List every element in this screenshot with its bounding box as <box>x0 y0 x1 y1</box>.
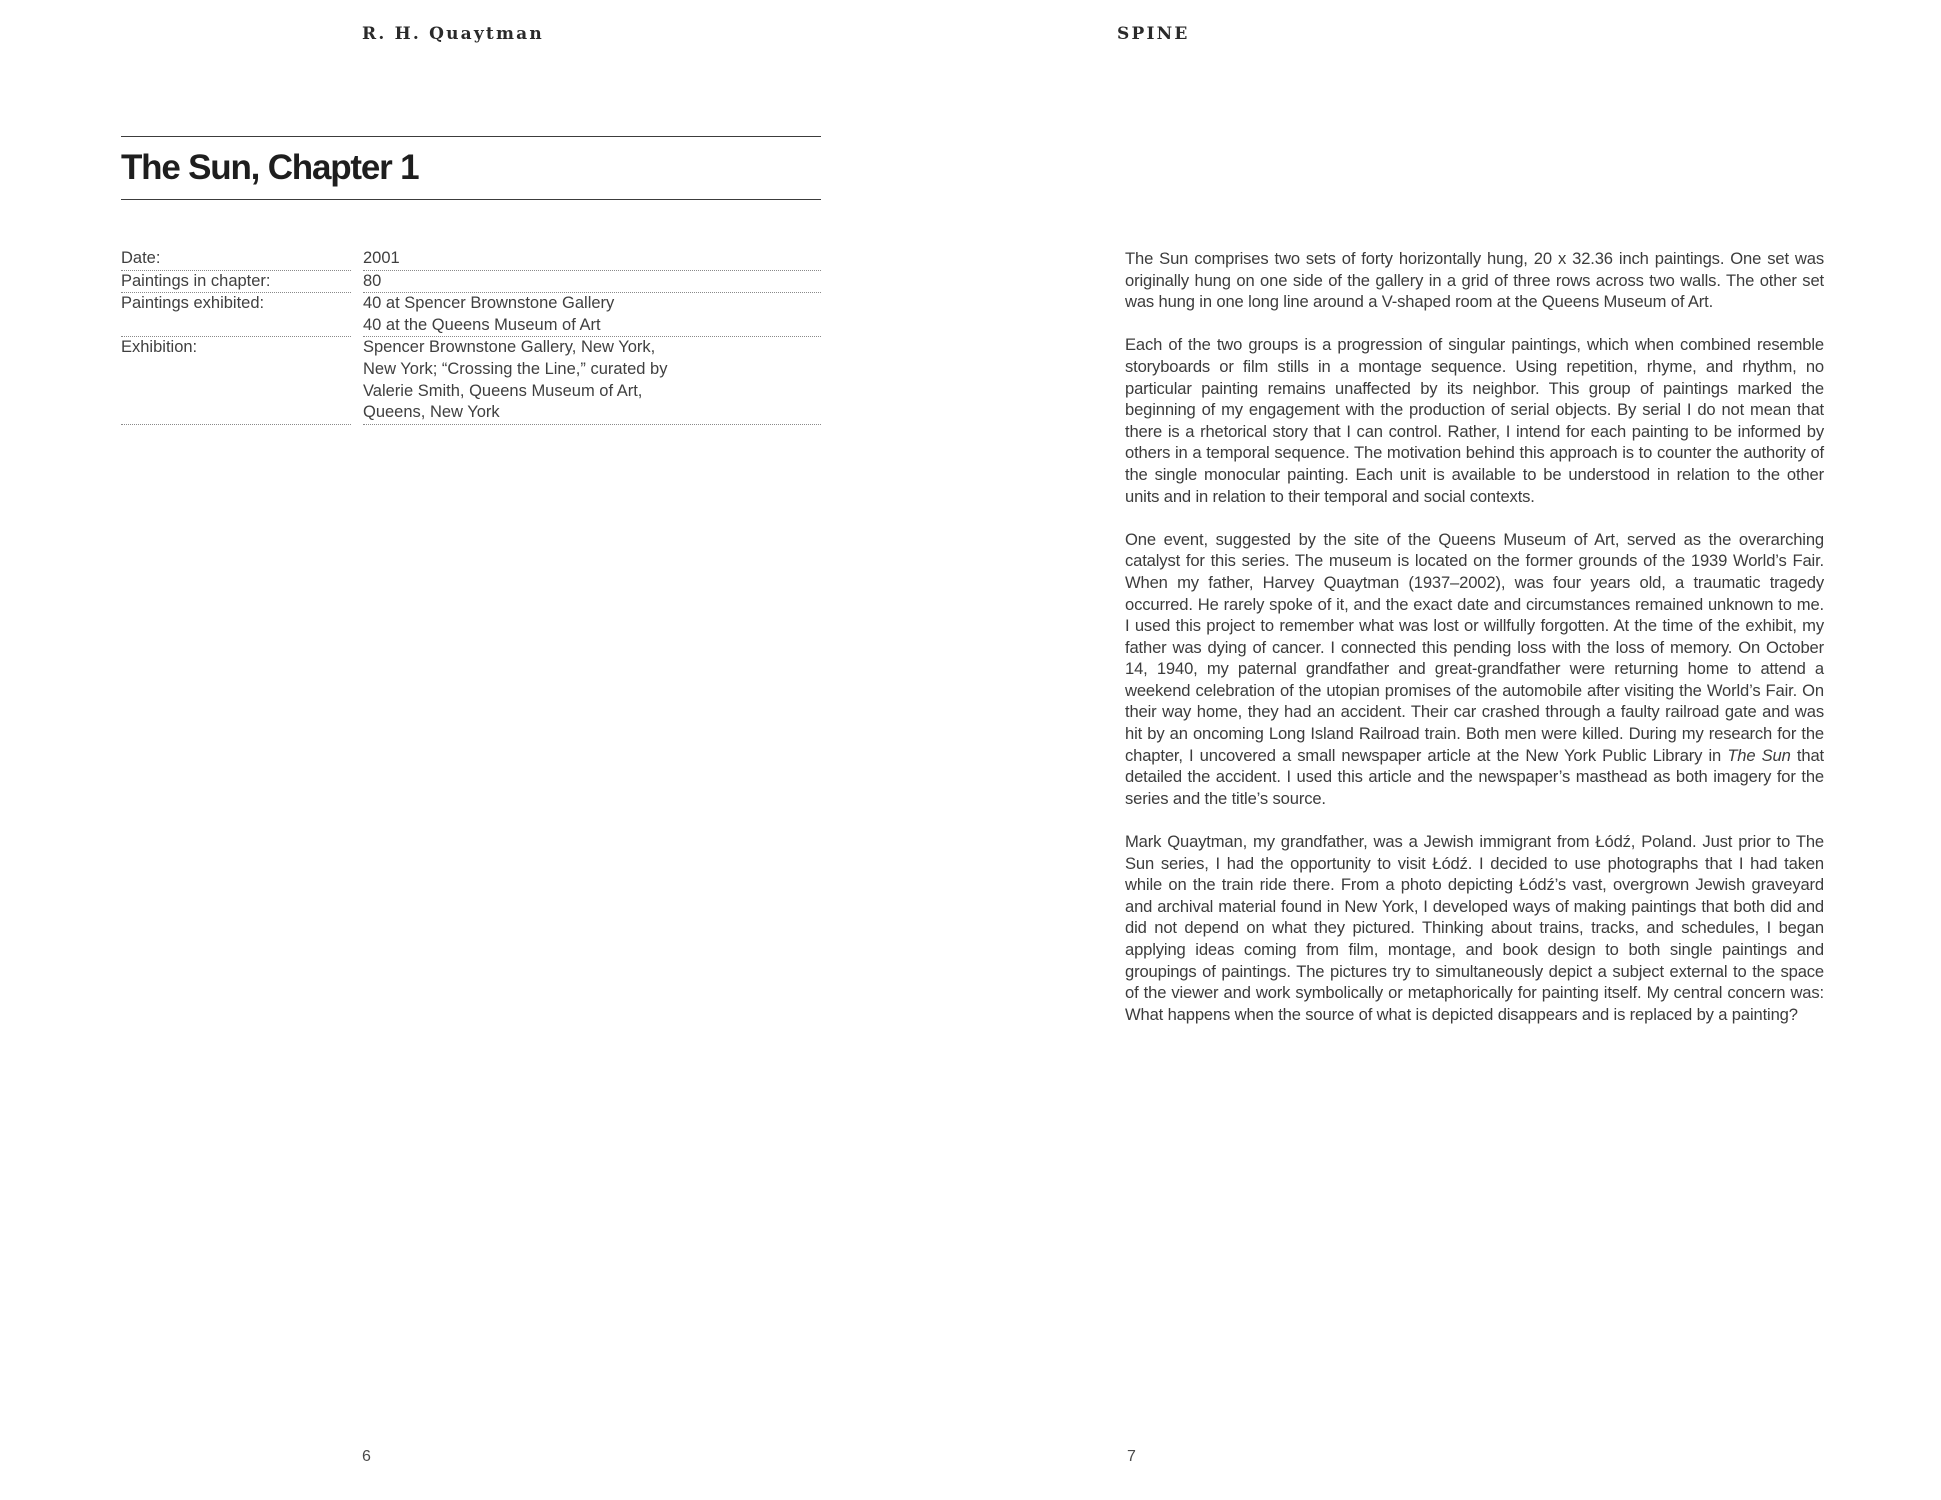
metadata-value-line: 2001 <box>363 249 400 267</box>
metadata-value <box>363 248 821 271</box>
chapter-metadata-table <box>121 248 821 425</box>
metadata-value-line: 40 at Spencer Brownstone Gallery <box>363 294 615 313</box>
page-number: 7 <box>1127 1448 1136 1465</box>
metadata-value <box>363 337 821 424</box>
chapter-title: The Sun, Chapter 1 <box>121 148 419 187</box>
metadata-value <box>363 293 821 337</box>
newspaper-title: The Sun <box>1727 745 1791 765</box>
metadata-label: Paintings exhibited: <box>121 293 351 337</box>
running-head-author: R. H. Quaytman <box>362 24 544 44</box>
running-head-title: SPINE <box>1117 24 1190 44</box>
metadata-value-line: Valerie Smith, Queens Museum of Art, <box>363 381 643 400</box>
body-text <box>1125 248 1824 1047</box>
right-page <box>970 0 1941 1500</box>
metadata-value-line: New York; “Crossing the Line,” curated by <box>363 359 668 378</box>
paragraph-text: One event, suggested by the site of the Queens Museum of Art, served as the overarching catalyst for this series. The museum is located on the former grounds of the 1939 World’s Fair. When my father, Harvey Quaytman (1937–2002), was four years old, a traumatic tragedy occurred. He rarely spoke of it, and the exact date and circumstances remained unknown to me. I used this project to remember what was lost or willfully forgotten. At the time of the exhibit, my father was dying of cancer. I connected this pending loss with the loss of memory. On October 14, 1940, my paternal grandfather and great-grandfather were returning home to attend a weekend celebration of the utopian promises of the automobile after visiting the World’s Fair. On their way home, they had an accident. Their car crashed through a faulty railroad gate and was hit by an oncoming Long Island Railroad train. Both men were killed. During my research for the chapter, I uncovered a small newspaper article at the New York Public Library in <box>1125 529 1824 765</box>
metadata-value-line: Queens, New York <box>363 403 500 422</box>
title-rule-top <box>121 136 821 137</box>
paragraph: Each of the two groups is a progression of singular paintings, which when combined resemble storyboards or film stills in a montage sequence. Using repetition, rhyme, and rhythm, no particular painting remains unaffected by its neighbor. This group of paintings marked the beginning of my engagement with the production of serial objects. By serial I do not mean that there is a rhetorical story that I can control. Rather, I intend for each painting to be informed by others in a temporal sequence. The motivation behind this approach is to counter the authority of the single monocular painting. Each unit is available to be understood in relation to the other units and in relation to their temporal and social contexts. <box>1125 335 1824 506</box>
metadata-row-date <box>121 248 821 271</box>
metadata-row-exhibition <box>121 337 821 424</box>
metadata-label: Date: <box>121 248 351 271</box>
metadata-row-paintings-exhibited <box>121 293 821 337</box>
metadata-row-paintings-in-chapter <box>121 271 821 294</box>
paragraph: Mark Quaytman, my grandfather, was a Jewish immigrant from Łódź, Poland. Just prior to The Sun series, I had the opportunity to visit Łódź. I decided to use photographs that I had taken while on the train ride there. From a photo depicting Łódź’s vast, overgrown Jewish graveyard and archival material found in New York, I developed ways of making paintings that both did and did not depend on what they pictured. Thinking about trains, tracks, and schedules, I began applying ideas coming from film, montage, and book design to both single paintings and groupings of paintings. The pictures try to simultaneously depict a subject external to the space of the viewer and work symbolically or metaphorically for painting itself. My central concern was: What happens when the source of what is depicted disappears and is replaced by a painting? <box>1125 832 1824 1024</box>
metadata-value-line: Spencer Brownstone Gallery, New York, <box>363 338 656 357</box>
metadata-label: Exhibition: <box>121 337 351 424</box>
paragraph: The Sun comprises two sets of forty horizontally hung, 20 x 32.36 inch paintings. One set was originally hung on one side of the gallery in a grid of three rows across two walls. The other set was hung in one long line around a V-shaped room at the Queens Museum of Art. <box>1125 249 1824 312</box>
metadata-value-line: 40 at the Queens Museum of Art <box>363 315 601 334</box>
paragraph-text: that detailed the accident. I used this article and the newspaper’s masthead as both imagery for the series and the title’s source. <box>1125 745 1824 808</box>
metadata-value-line: 80 <box>363 271 382 290</box>
left-page <box>0 0 970 1500</box>
metadata-value <box>363 271 821 294</box>
page-number: 6 <box>362 1448 371 1465</box>
metadata-label: Paintings in chapter: <box>121 271 351 294</box>
title-rule-bottom <box>121 199 821 200</box>
paragraph <box>1125 529 1824 810</box>
